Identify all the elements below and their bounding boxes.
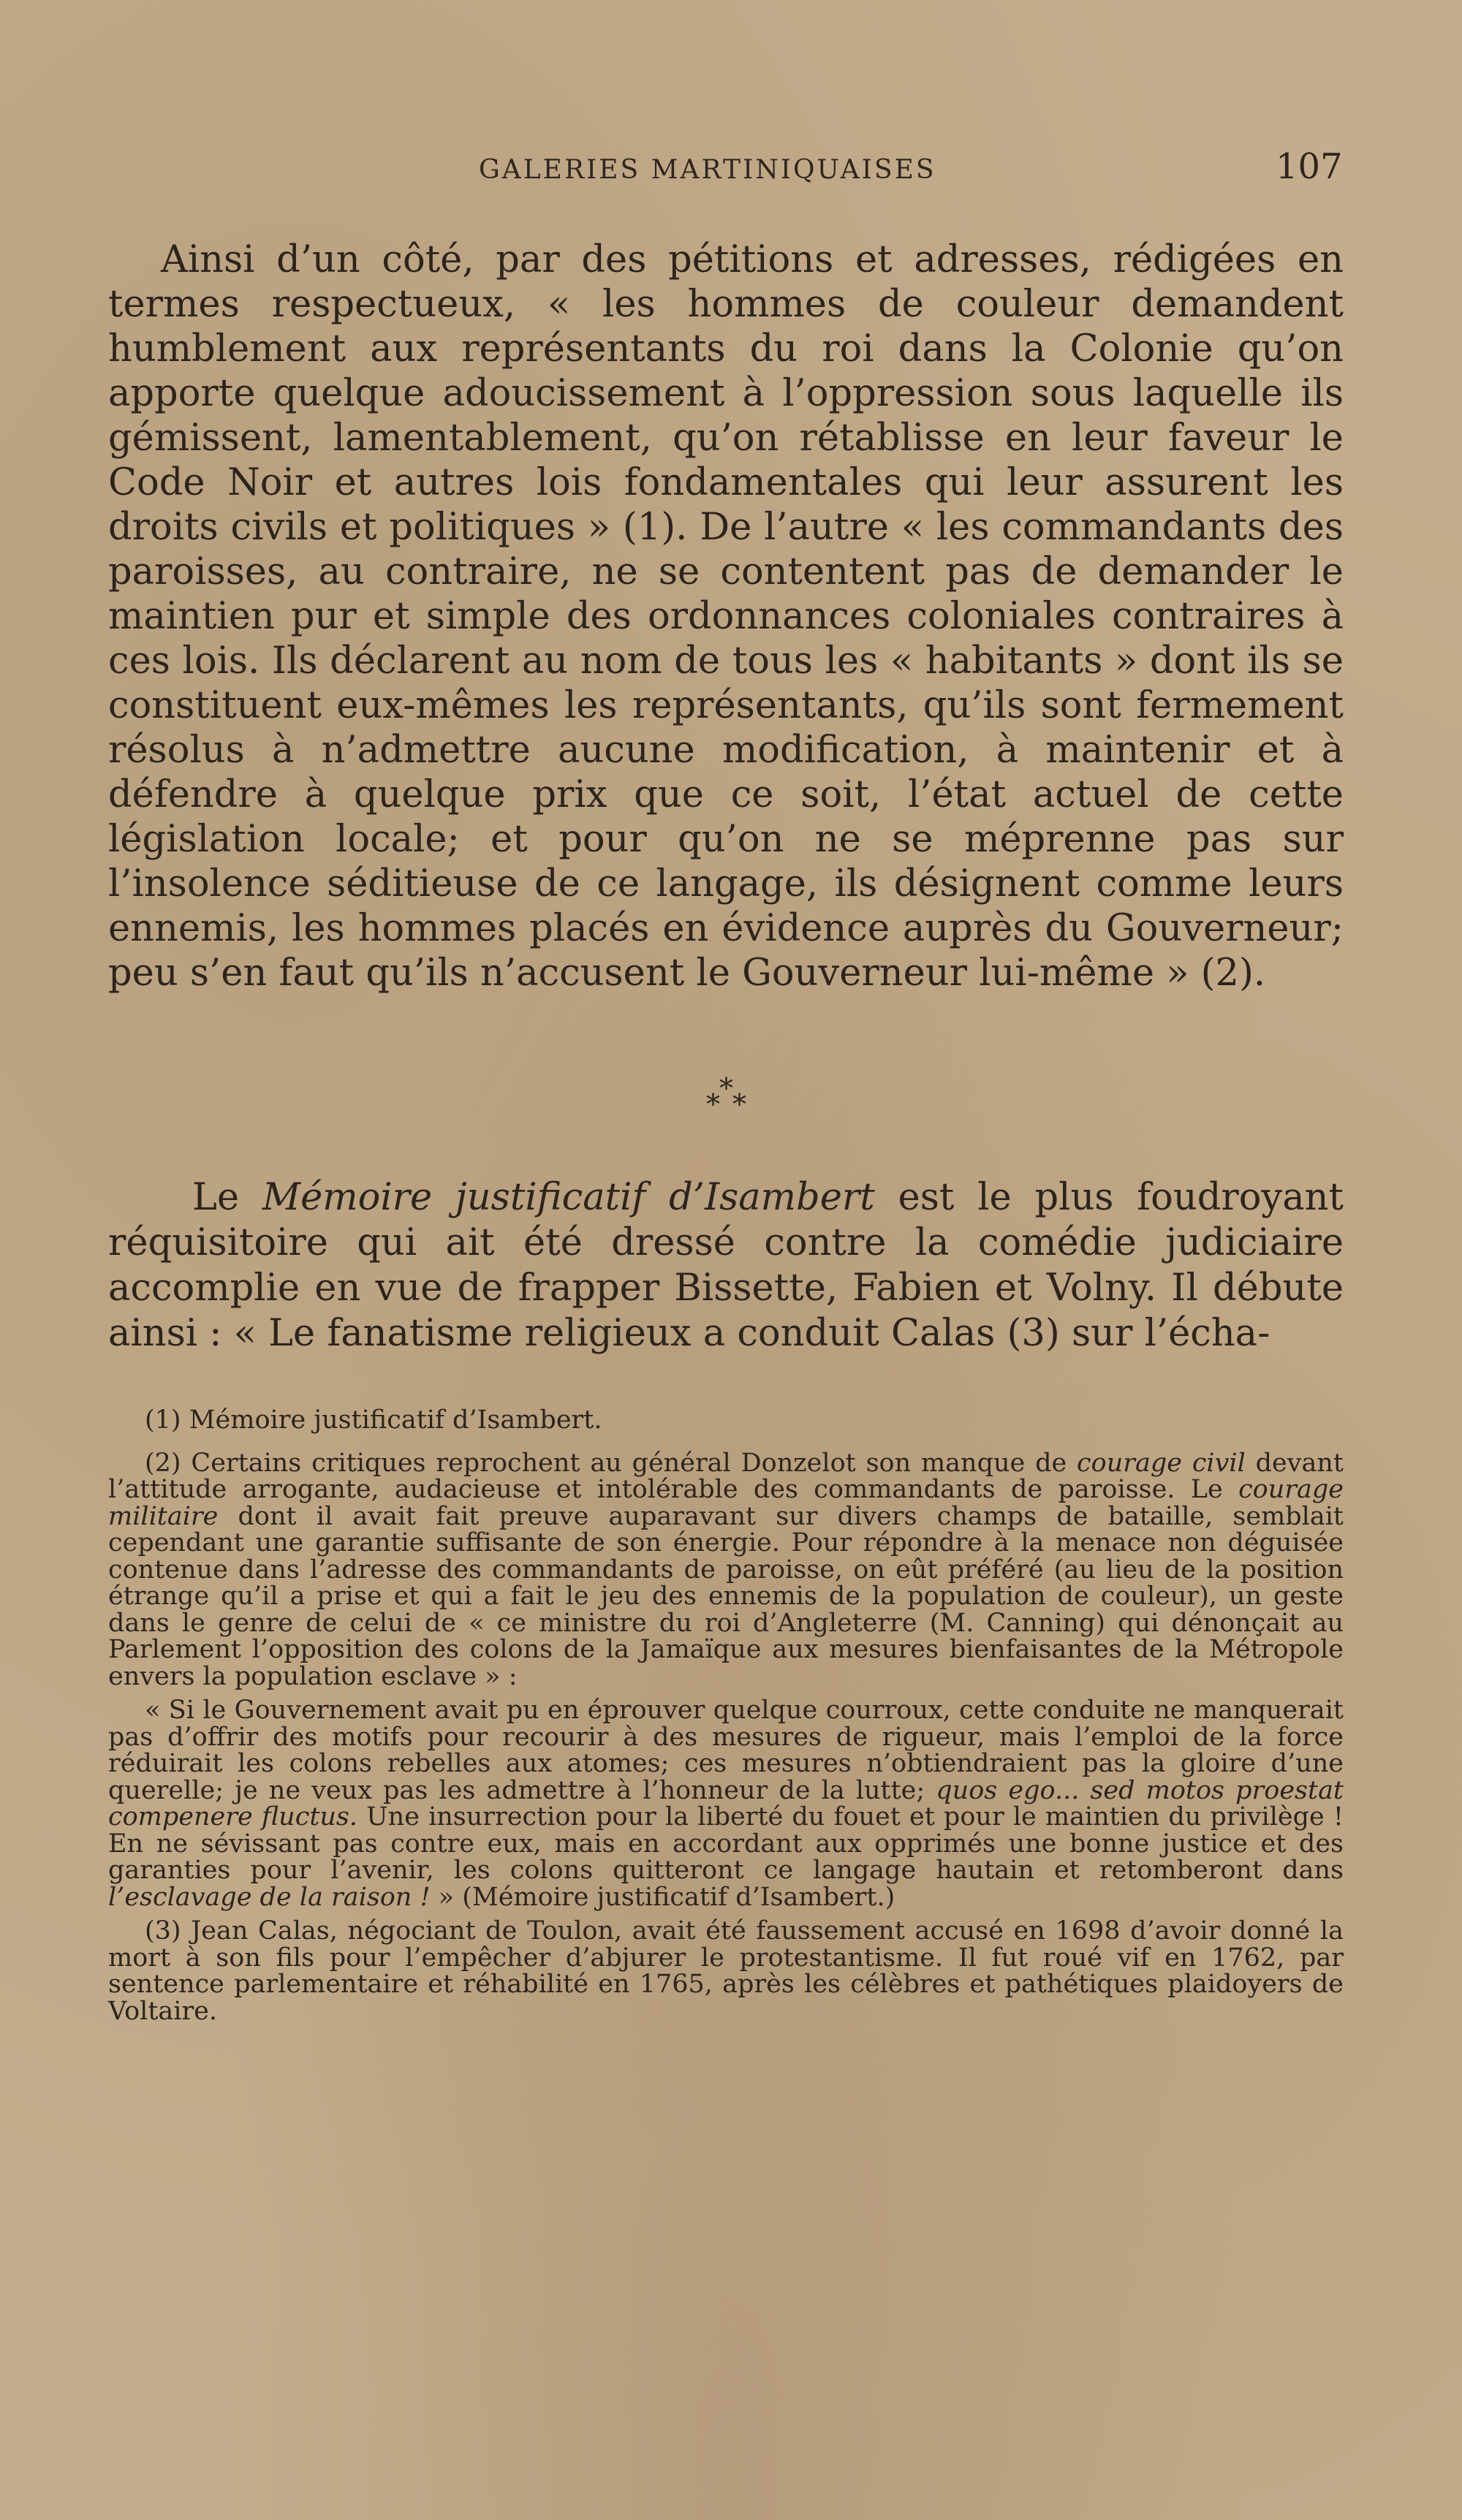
asterism-ornament [687, 1074, 775, 1126]
footnote-2-quote-text-b: Une insurrection pour la liberté du fouet et pour le maintien du privilège ! En ne sévissant pas contre eux, mais en accordant aux opprimés une bonne justice et des garanties pour l’avenir, les colons quitteront ce langage hautain et retomberont dans [108, 1802, 1344, 1885]
paragraph-2-lead: Le [192, 1176, 262, 1219]
footnote-2-quote-italic-a: quos ego... sed motos proestat compenere fluctus. [108, 1775, 1344, 1832]
asterism-star-left: * [706, 1088, 720, 1120]
footnote-2-text-b: devant l’attitude arrogante, audacieuse et intolérable des commandants de paroisse. Le [108, 1448, 1344, 1504]
footnote-2-quote [108, 1697, 1344, 1910]
page-number: 107 [1276, 146, 1343, 187]
paragraph-2-rest: est le plus foudroyant réquisitoire qui ait été dressé contre la comédie judiciaire accomplie en vue de frapper Bissette, Fabien et Volny. Il débute ainsi : « Le fanatisme religieux a conduit Calas (3) sur l’écha- [108, 1176, 1344, 1355]
running-head [0, 146, 1462, 190]
asterism-star-right: * [732, 1088, 746, 1120]
footnote-2-italic-b: courage militaire [108, 1475, 1344, 1531]
footnote-2-italic-a: courage civil [1077, 1448, 1246, 1478]
footnote-2 [108, 1450, 1344, 1690]
main-text-continued [108, 1175, 1344, 1356]
paragraph-2 [108, 1175, 1344, 1356]
footnote-1: (1) Mémoire justificatif d’Isambert. [145, 1405, 602, 1435]
footnote-2-text-c: dont il avait fait preuve auparavant sur divers champs de bataille, semblait cependant une garantie suffisante de son énergie. Pour répondre à la menace non déguisée contenue dans l’adresse des commandants de paroisse, on eût préféré (au lieu de la position étrange qu’il a prise et qui a fait le jeu des ennemis de la population de couleur), un geste dans le genre de celui de « ce ministre du roi d’Angleterre (M. Canning) qui dénonçait au Parlement l’opposition des colons de la Jamaïque aux mesures bienfaisantes de la Métropole envers la population esclave » : [108, 1501, 1344, 1691]
footnote-3: (3) Jean Calas, négociant de Toulon, avait été faussement accusé en 1698 d’avoir donné la mort à son fils pour l’empêcher d’abjurer le protestantisme. Il fut roué vif en 1762, par sentence parlementaire et réhabilité en 1765, après les célèbres et pathétiques plaidoyers de Voltaire. [108, 1916, 1344, 2026]
footnote-2-quote-text-a: « Si le Gouvernement avait pu en éprouver quelque courroux, cette conduite ne manquerait pas d’offrir des motifs pour recourir à des mesures de rigueur, mais l’emploi de la force réduirait les colons rebelles aux atomes; ces mesures n’obtiendraient pas la gloire d’une querelle; je ne veux pas les admettre à l’honneur de la lutte; [108, 1696, 1344, 1805]
footnote-2-text-a: (2) Certains critiques reprochent au général Donzelot son manque de [145, 1448, 1077, 1478]
asterism-star-top: * [719, 1072, 733, 1104]
paragraph-1: Ainsi d’un côté, par des pétitions et adresses, rédigées en termes respectueux, « les hommes de couleur demandent humblement aux représentants du roi dans la Colonie qu’on apporte quelque adoucissement à l’oppression sous laquelle ils gémissent, lamentablement, qu’on rétablisse en leur faveur le Code Noir et autres lois fondamentales qui leur assurent les droits civils et politiques » (1). De l’autre « les commandants des paroisses, au contraire, ne se contentent pas de demander le maintien pur et simple des ordonnances coloniales contraires à ces lois. Ils déclarent au nom de tous les « habitants » dont ils se constituent eux-mêmes les représentants, qu’ils sont fermement résolus à n’admettre aucune modification, à maintenir et à défendre à quelque prix que ce soit, l’état actuel de cette législation locale; et pour qu’on ne se méprenne pas sur l’insolence séditieuse de ce langage, ils désignent comme leurs ennemis, les hommes placés en évidence auprès du Gouverneur; peu s’en faut qu’ils n’accusent le Gouverneur lui-même » (2). [108, 238, 1344, 995]
running-title: GALERIES MARTINIQUAISES [479, 155, 936, 185]
paragraph-2-title: Mémoire justificatif d’Isambert [262, 1176, 875, 1219]
footnotes [108, 1407, 1344, 2032]
footnote-2-quote-italic-b: l’esclavage de la raison ! [108, 1882, 431, 1912]
main-text [108, 238, 1344, 995]
footnote-2-quote-text-c: » (Mémoire justificatif d’Isambert.) [430, 1882, 895, 1912]
